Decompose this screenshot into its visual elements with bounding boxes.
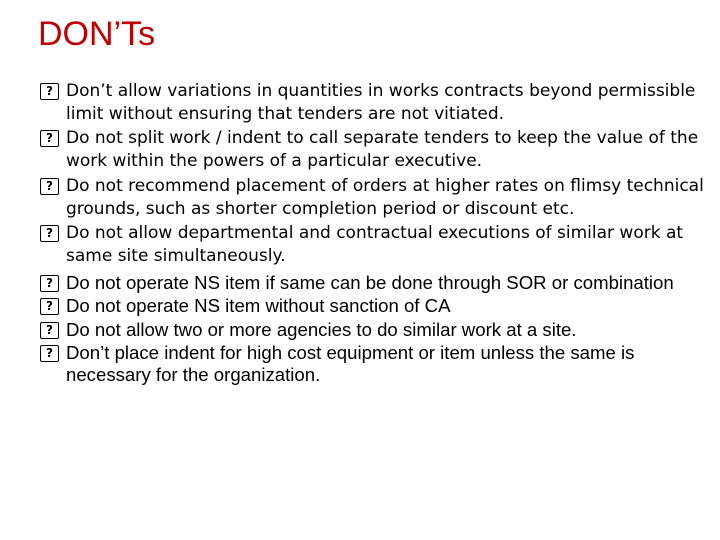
bullet-text: Do not allow two or more agencies to do similar work at a site.: [66, 318, 577, 340]
slide-title: DON’Ts: [38, 15, 156, 53]
missing-glyph-icon: ?: [40, 130, 59, 147]
missing-glyph-icon: ?: [40, 83, 59, 100]
bullet-text: Don’t allow variations in quantities in works contracts beyond permissible limit without ensuring that tenders are not vitiated.: [66, 81, 696, 124]
missing-glyph-icon: ?: [40, 275, 59, 292]
bullet-text: Do not operate NS item without sanction of CA: [66, 295, 451, 317]
bullet-text: Do not recommend placement of orders at higher rates on flimsy technical grounds, such as shorter completion period or discount etc.: [66, 175, 704, 219]
list-item: [40, 295, 712, 317]
list-item: [40, 80, 712, 125]
list-item: [40, 175, 712, 220]
list-item: [40, 222, 712, 267]
list-item: [40, 272, 712, 294]
list-item: [40, 127, 712, 172]
list-item: [40, 319, 712, 341]
list-item: [40, 342, 712, 385]
bullet-list: [40, 80, 712, 387]
missing-glyph-icon: ?: [40, 178, 59, 195]
missing-glyph-icon: ?: [40, 322, 59, 339]
missing-glyph-icon: ?: [40, 345, 59, 362]
missing-glyph-icon: ?: [40, 298, 59, 315]
bullet-text: Do not operate NS item if same can be done through SOR or combination: [66, 271, 674, 293]
bullet-text: Don’t place indent for high cost equipment or item unless the same is necessary for the organization.: [66, 342, 635, 385]
missing-glyph-icon: ?: [40, 225, 59, 242]
bullet-text: Do not split work / indent to call separate tenders to keep the value of the work within the powers of a particular executive.: [66, 128, 699, 172]
bullet-text: Do not allow departmental and contractual executions of similar work at same site simultaneously.: [66, 223, 684, 266]
